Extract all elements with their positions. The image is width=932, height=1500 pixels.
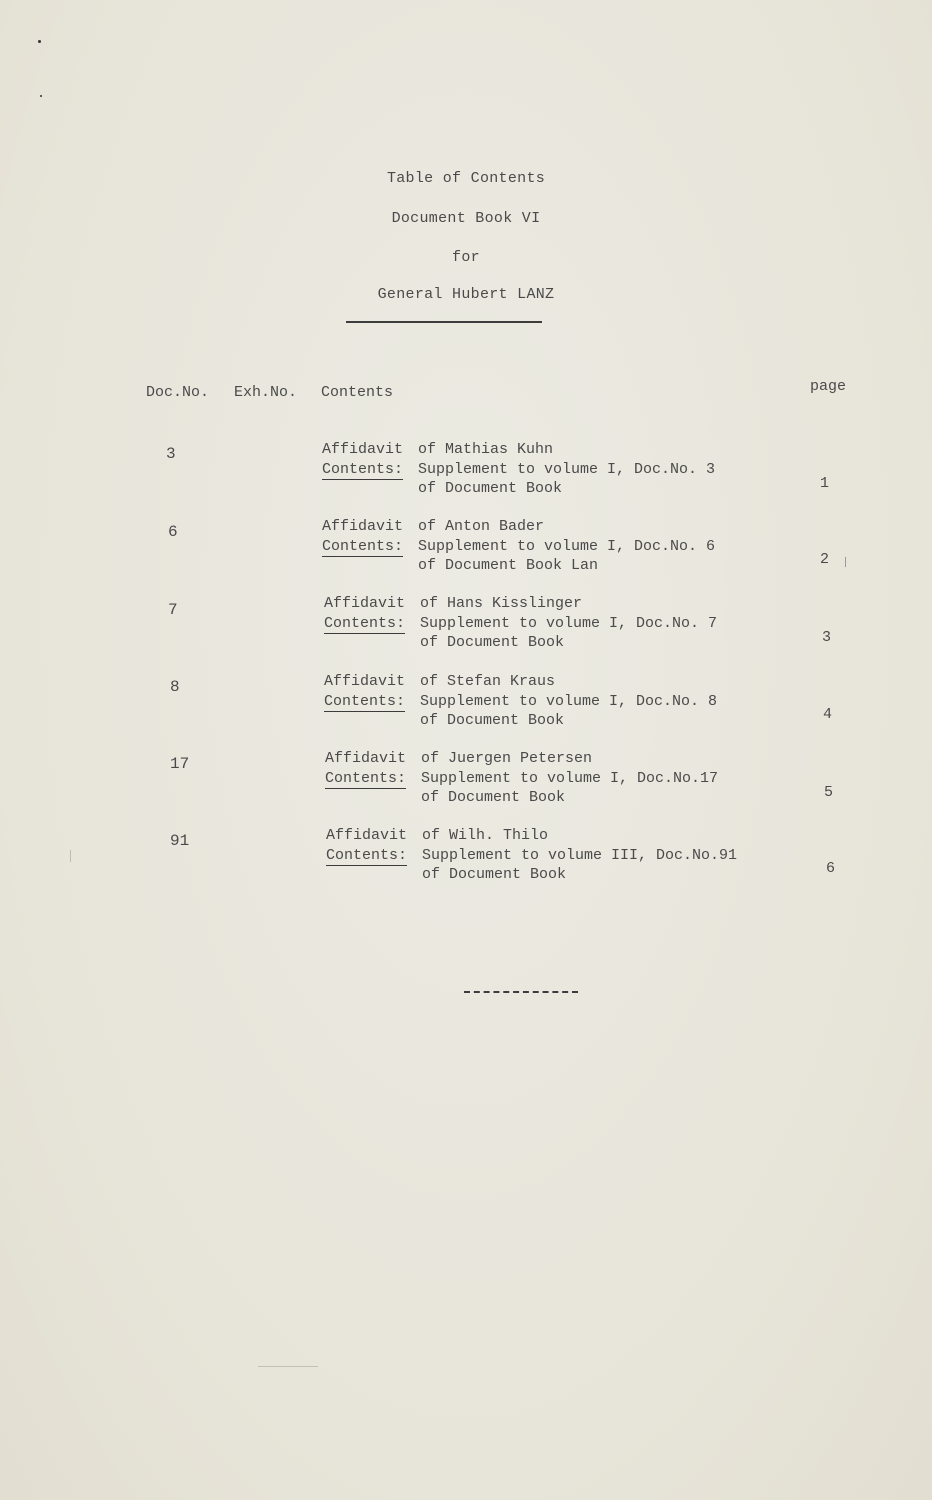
- supplement-text: Supplement to volume I, Doc.No. 6: [418, 538, 716, 555]
- affidavit-of: of Juergen Petersen: [421, 750, 593, 767]
- paper-speck: [40, 95, 42, 97]
- entry-page: 4: [823, 706, 833, 723]
- document-book-ref: of Document Book: [420, 712, 565, 729]
- col-exh-no: Exh.No.: [234, 384, 298, 401]
- paper-mark: [258, 1366, 318, 1367]
- for-text: for: [452, 249, 480, 266]
- col-contents: Contents: [321, 384, 394, 401]
- affidavit-of: of Mathias Kuhn: [418, 441, 554, 458]
- header-rule: [346, 321, 542, 323]
- affidavit-of: of Hans Kisslinger: [420, 595, 583, 612]
- contents-label: Contents:: [324, 615, 406, 632]
- contents-label: Contents:: [322, 538, 404, 555]
- document-book-ref: of Document Book: [422, 866, 567, 883]
- contents-label: Contents:: [324, 693, 406, 710]
- toc-entry: [0, 518, 932, 582]
- contents-label: Contents:: [326, 847, 408, 864]
- document-book-ref: of Document Book Lan: [418, 557, 599, 574]
- supplement-text: Supplement to volume I, Doc.No. 8: [420, 693, 718, 710]
- entry-doc-no: 91: [170, 832, 190, 850]
- supplement-text: Supplement to volume I, Doc.No. 7: [420, 615, 718, 632]
- toc-entry: [0, 827, 932, 891]
- col-doc-no: Doc.No.: [146, 384, 210, 401]
- paper-speck: [38, 40, 41, 43]
- affidavit-of: of Wilh. Thilo: [422, 827, 549, 844]
- entry-doc-no: 8: [170, 678, 180, 696]
- document-book-ref: of Document Book: [420, 634, 565, 651]
- entry-page: 6: [826, 860, 836, 877]
- affidavit-of: of Stefan Kraus: [420, 673, 556, 690]
- for-label: [0, 249, 932, 266]
- paper-mark: [845, 557, 846, 567]
- affidavit-of: of Anton Bader: [418, 518, 545, 535]
- entry-page: 3: [822, 629, 832, 646]
- affidavit-label: Affidavit: [322, 441, 404, 458]
- toc-title-text: Table of Contents: [386, 170, 546, 187]
- contents-label: Contents:: [322, 461, 404, 478]
- defendant-name: [0, 286, 932, 303]
- toc-title: [0, 170, 932, 187]
- paper-mark: [70, 850, 71, 862]
- entry-doc-no: 3: [166, 445, 176, 463]
- toc-entry: [0, 673, 932, 737]
- toc-entry: [0, 750, 932, 814]
- defendant-name-text: General Hubert LANZ: [377, 286, 555, 303]
- entry-page: 5: [824, 784, 834, 801]
- supplement-text: Supplement to volume I, Doc.No. 3: [418, 461, 716, 478]
- document-book-text: Document Book VI: [391, 210, 541, 227]
- contents-label: Contents:: [325, 770, 407, 787]
- entry-doc-no: 6: [168, 523, 178, 541]
- entry-page: 2: [820, 551, 830, 568]
- col-page: page: [810, 378, 847, 395]
- affidavit-label: Affidavit: [326, 827, 408, 844]
- toc-entry: [0, 595, 932, 659]
- entry-page: 1: [820, 475, 830, 492]
- supplement-text: Supplement to volume III, Doc.No.91: [422, 847, 738, 864]
- affidavit-label: Affidavit: [325, 750, 407, 767]
- toc-entry: [0, 441, 932, 505]
- entry-doc-no: 7: [168, 601, 178, 619]
- entry-doc-no: 17: [170, 755, 190, 773]
- document-book-ref: of Document Book: [421, 789, 566, 806]
- closing-dashed-rule: [464, 991, 578, 993]
- affidavit-label: Affidavit: [324, 673, 406, 690]
- document-book-ref: of Document Book: [418, 480, 563, 497]
- supplement-text: Supplement to volume I, Doc.No.17: [421, 770, 719, 787]
- affidavit-label: Affidavit: [324, 595, 406, 612]
- document-book-title: [0, 210, 932, 227]
- affidavit-label: Affidavit: [322, 518, 404, 535]
